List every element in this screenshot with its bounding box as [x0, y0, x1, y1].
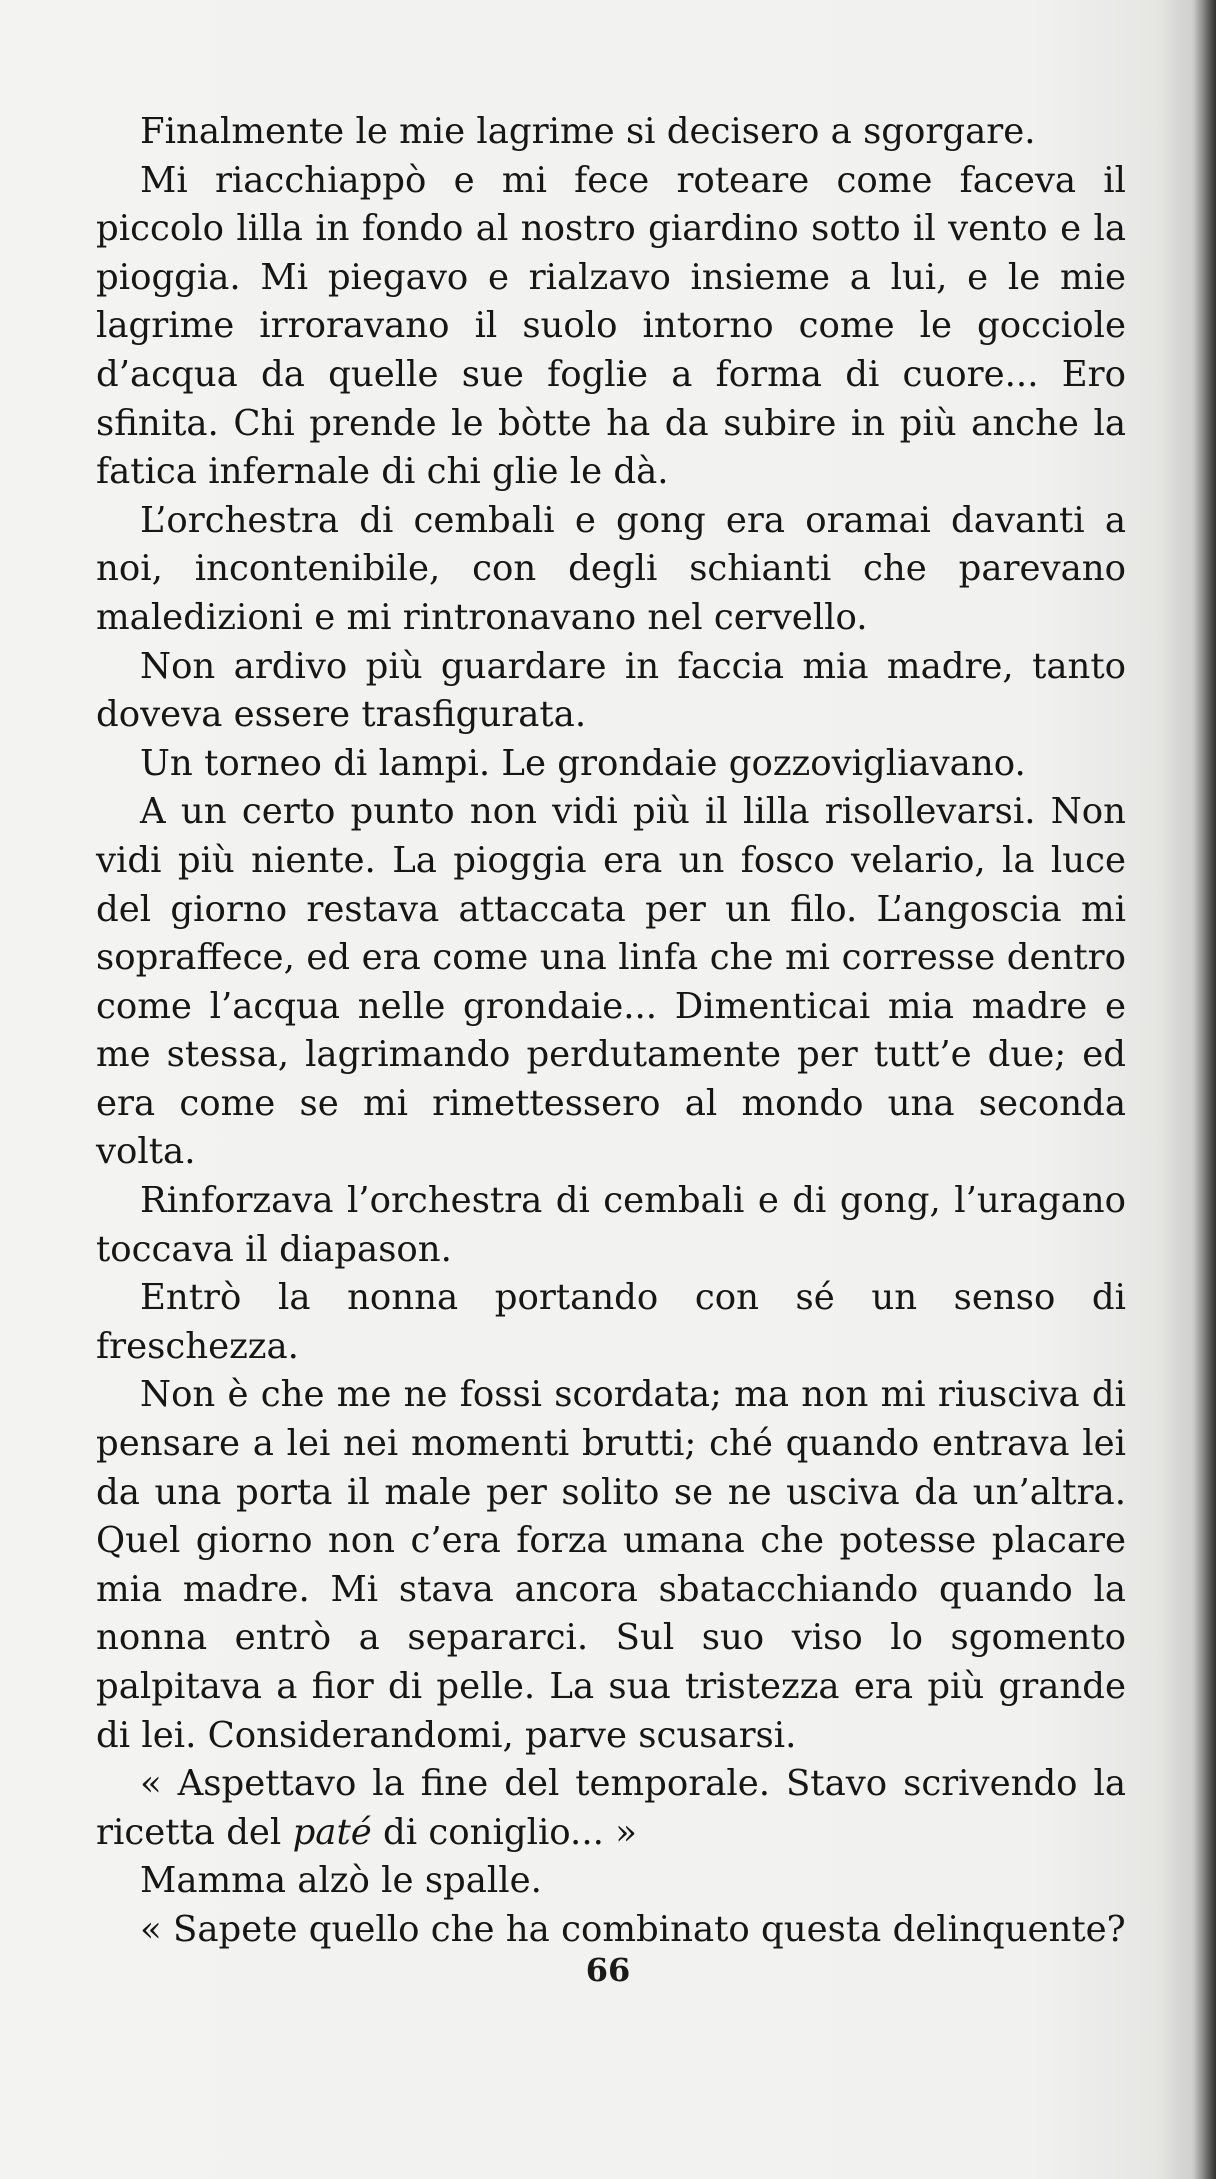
spine-shadow	[1194, 0, 1216, 2179]
italic-word: paté	[292, 1811, 372, 1853]
body-text	[96, 108, 1126, 1955]
paragraph: Un torneo di lampi. Le grondaie gozzovigliavano.	[140, 742, 1026, 784]
paragraph: Mamma alzò le spalle.	[140, 1860, 542, 1902]
paragraph: A un certo punto non vidi più il lilla risollevarsi. Non vidi più niente. La pioggia era un fosco velario, la luce del giorno restava attaccata per un filo. L’angoscia mi sopraffece, ed era come una linfa che mi corresse dentro come l’acqua nelle grondaie... Dimenticai mia madre e me stessa, lagrimando perdutamente per tutt’e due; ed era come se mi rimettessero al mondo una seconda volta.	[96, 791, 1126, 1173]
paragraph: Non è che me ne fossi scordata; ma non mi riusciva di pensare a lei nei momenti brutti; ché quando entrava lei da una porta il male per solito se ne usciva da un’altra. Quel giorno non c’era forza umana che potesse placare mia madre. Mi stava ancora sbatacchiando quando la nonna entrò a separarci. Sul suo viso lo sgomento palpitava a fior di pelle. La sua tristezza era più grande di lei. Considerandomi, parve scusarsi.	[96, 1374, 1126, 1756]
paragraph: Rinforzava l’orchestra di cembali e di gong, l’uragano toccava il diapason.	[96, 1180, 1126, 1270]
paragraph: L’orchestra di cembali e gong era oramai davanti a noi, incontenibile, con degli schianti che parevano maledizioni e mi rintronavano nel cervello.	[96, 499, 1126, 638]
paragraph	[96, 1760, 1126, 1857]
paragraph-text: di coniglio... »	[371, 1811, 637, 1853]
page-number: 66	[585, 1951, 631, 1989]
paragraph: Mi riacchiappò e mi fece roteare come faceva il piccolo lilla in fondo al nostro giardino sotto il vento e la pioggia. Mi piegavo e rialzavo insieme a lui, e le mie lagrime irroravano il suolo intorno come le gocciole d’acqua da quelle sue foglie a forma di cuore... Ero sfinita. Chi prende le bòtte ha da subire in più anche la fatica infernale di chi glie le dà.	[96, 159, 1126, 493]
paragraph: Entrò la nonna portando con sé un senso di freschezza.	[96, 1277, 1126, 1367]
paragraph-text: « Aspettavo la fine del temporale. Stavo scrivendo la ricetta del	[96, 1763, 1126, 1853]
paragraph: Non ardivo più guardare in faccia mia madre, tanto doveva essere trasfigurata.	[96, 645, 1126, 736]
paragraph: Finalmente le mie lagrime si decisero a sgorgare.	[140, 111, 1036, 152]
paragraph: « Sapete quello che ha combinato questa delinquente?	[140, 1908, 1126, 1950]
